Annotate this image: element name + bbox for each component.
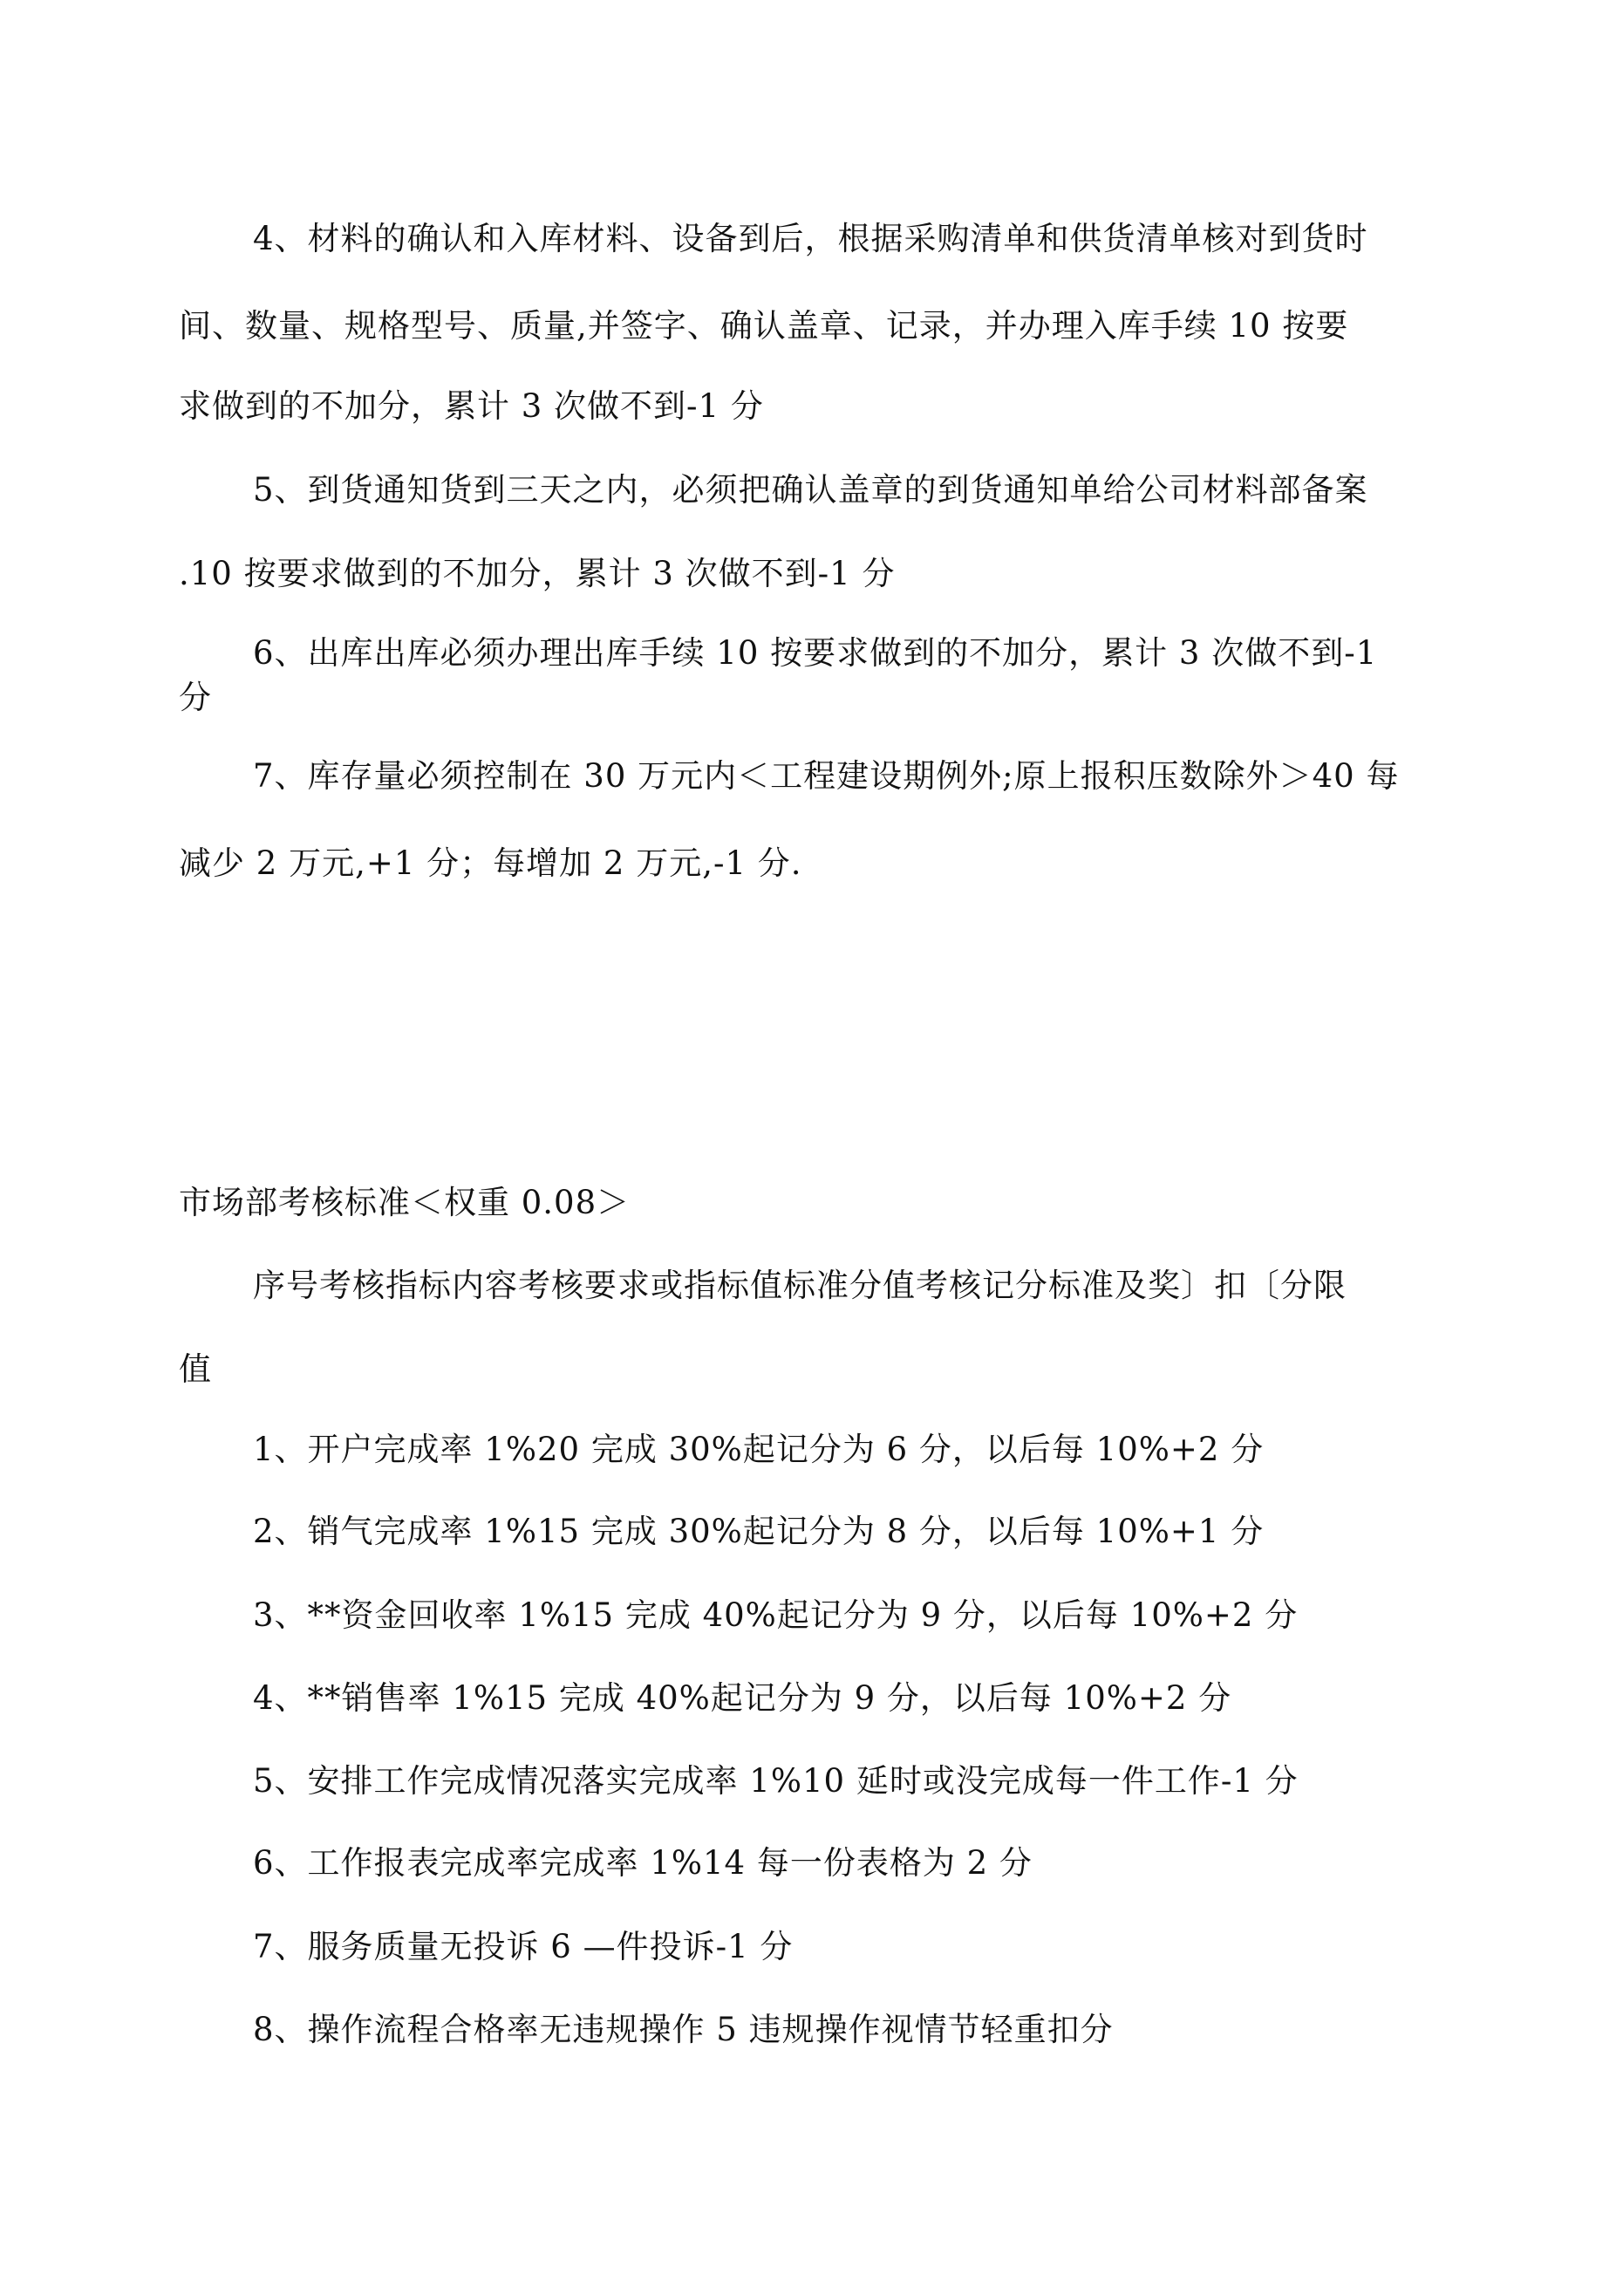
table-header-line: 值 — [179, 1350, 212, 1388]
list-item: 2、销气完成率 1%15 完成 30%起记分为 8 分，以后每 10%+1 分 — [253, 1513, 1265, 1550]
list-item: 4、**销售率 1%15 完成 40%起记分为 9 分，以后每 10%+2 分 — [253, 1679, 1232, 1717]
paragraph-line: 间、数量、规格型号、质量,并签字、确认盖章、记录，并办理入库手续 10 按要 — [179, 307, 1349, 345]
paragraph-line: 分 — [179, 679, 212, 716]
list-item: 3、**资金回收率 1%15 完成 40%起记分为 9 分，以后每 10%+2 分 — [253, 1596, 1299, 1634]
paragraph-line: 4、材料的确认和入库材料、设备到后，根据采购清单和供货清单核对到货时 — [253, 220, 1368, 257]
paragraph-line: 5、到货通知货到三天之内，必须把确认盖章的到货通知单给公司材料部备案 — [253, 471, 1368, 509]
list-item: 8、操作流程合格率无违规操作 5 违规操作视情节轻重扣分 — [253, 2011, 1114, 2048]
list-item: 1、开户完成率 1%20 完成 30%起记分为 6 分，以后每 10%+2 分 — [253, 1431, 1265, 1468]
paragraph-line: 求做到的不加分，累计 3 次做不到-1 分 — [179, 387, 764, 425]
paragraph-line: .10 按要求做到的不加分，累计 3 次做不到-1 分 — [179, 555, 896, 592]
paragraph-line: 6、出库出库必须办理出库手续 10 按要求做到的不加分，累计 3 次做不到-1 — [253, 634, 1378, 672]
paragraph-line: 7、库存量必须控制在 30 万元内＜工程建设期例外;原上报积压数除外＞40 每 — [253, 757, 1400, 795]
table-header-line: 序号考核指标内容考核要求或指标值标准分值考核记分标准及奖〕扣〔分限 — [253, 1267, 1347, 1304]
list-item: 5、安排工作完成情况落实完成率 1%10 延时或没完成每一件工作-1 分 — [253, 1762, 1299, 1800]
section-title: 市场部考核标准＜权重 0.08＞ — [179, 1184, 631, 1221]
paragraph-line: 减少 2 万元,+1 分；每增加 2 万元,-1 分. — [179, 844, 802, 882]
list-item: 6、工作报表完成率完成率 1%14 每一份表格为 2 分 — [253, 1844, 1033, 1882]
list-item: 7、服务质量无投诉 6 —件投诉-1 分 — [253, 1928, 794, 1965]
